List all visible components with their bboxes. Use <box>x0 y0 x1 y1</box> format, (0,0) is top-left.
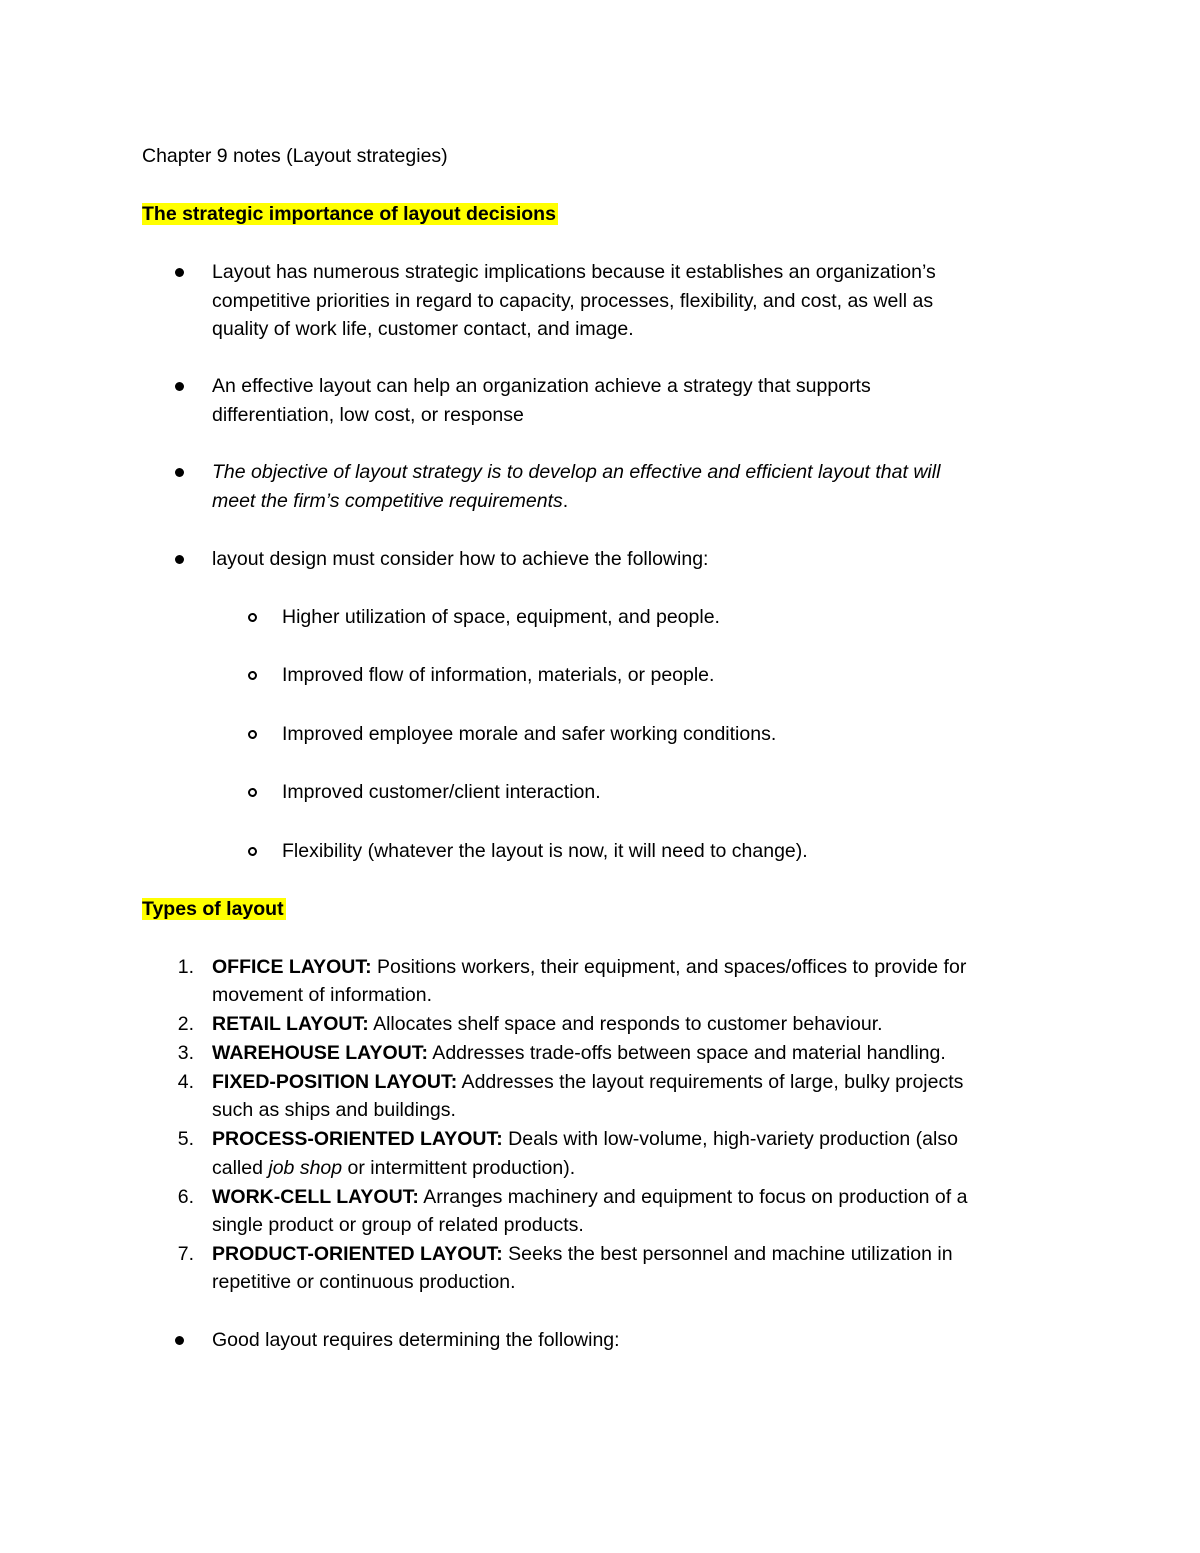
bullet-icon <box>175 468 184 477</box>
list-item-description: Positions workers, their equipment, and spaces/offices to provide for <box>371 956 967 978</box>
list-number: 4. <box>177 1071 194 1093</box>
list-item-term: PRODUCT-ORIENTED LAYOUT: <box>212 1243 503 1265</box>
list-item-description: Addresses the layout requirements of large, bulky projects <box>457 1071 964 1093</box>
list-item-term: RETAIL LAYOUT: <box>212 1013 369 1035</box>
sub-item-2: Improved flow of information, materials, or people. <box>282 664 715 686</box>
list-item-4-line-2: such as ships and buildings. <box>212 1099 456 1121</box>
list-item-description: Deals with low-volume, high-variety production (also <box>502 1128 958 1150</box>
bullet-3-line-1: The objective of layout strategy is to develop an effective and efficient layout that will <box>212 461 941 483</box>
highlighted-heading-text: Types of layout <box>142 898 284 920</box>
list-item-7-line-1 <box>212 1240 953 1268</box>
bullet-icon <box>175 268 184 277</box>
bullet-3-trailing-period: . <box>562 490 569 512</box>
list-number: 2. <box>177 1013 194 1035</box>
list-item-7-line-2: repetitive or continuous production. <box>212 1271 516 1293</box>
closing-bullet-text: Good layout requires determining the following: <box>212 1329 620 1351</box>
list-item-term: OFFICE LAYOUT: <box>212 956 372 978</box>
list-item-text: called <box>212 1157 269 1179</box>
list-item-term: PROCESS-ORIENTED LAYOUT: <box>212 1128 503 1150</box>
sub-bullet-icon <box>248 788 257 797</box>
list-item-term: FIXED-POSITION LAYOUT: <box>212 1071 458 1093</box>
list-number: 1. <box>177 956 194 978</box>
list-item-2-line-1 <box>212 1010 883 1038</box>
sub-bullet-icon <box>248 847 257 856</box>
bullet-2-line-2: differentiation, low cost, or response <box>212 404 524 426</box>
bullet-icon <box>175 555 184 564</box>
bullet-1-line-1: Layout has numerous strategic implications because it establishes an organization’s <box>212 261 936 283</box>
sub-item-3: Improved employee morale and safer working conditions. <box>282 723 777 745</box>
sub-bullet-icon <box>248 613 257 622</box>
bullet-3-line-2-italic: meet the firm’s competitive requirements <box>212 490 563 512</box>
list-item-term: WAREHOUSE LAYOUT: <box>212 1042 428 1064</box>
highlighted-heading-text: The strategic importance of layout decisions <box>142 203 556 225</box>
bullet-icon <box>175 382 184 391</box>
list-item-term: WORK-CELL LAYOUT: <box>212 1186 419 1208</box>
sub-item-4: Improved customer/client interaction. <box>282 781 601 803</box>
list-item-italic-term: job shop <box>268 1157 343 1179</box>
bullet-icon <box>175 1336 184 1345</box>
list-number: 3. <box>177 1042 194 1064</box>
list-item-4-line-1 <box>212 1068 963 1096</box>
bullet-1-line-2: competitive priorities in regard to capacity, processes, flexibility, and cost, as well as <box>212 290 934 312</box>
bullet-3-line-2 <box>212 487 568 515</box>
section-heading-strategic-importance <box>142 200 558 228</box>
list-item-6-line-1 <box>212 1183 967 1211</box>
sub-bullet-icon <box>248 730 257 739</box>
list-item-5-line-2 <box>212 1154 575 1182</box>
list-number: 5. <box>177 1128 194 1150</box>
list-item-1-line-1 <box>212 953 966 981</box>
document-title: Chapter 9 notes (Layout strategies) <box>142 145 448 167</box>
sub-item-1: Higher utilization of space, equipment, and people. <box>282 606 720 628</box>
list-item-text: or intermittent production). <box>342 1157 576 1179</box>
list-number: 6. <box>177 1186 194 1208</box>
list-number: 7. <box>177 1243 194 1265</box>
sub-bullet-icon <box>248 671 257 680</box>
sub-item-5: Flexibility (whatever the layout is now, it will need to change). <box>282 840 808 862</box>
list-item-5-line-1 <box>212 1125 958 1153</box>
bullet-2-line-1: An effective layout can help an organization achieve a strategy that supports <box>212 375 871 397</box>
list-item-description: Allocates shelf space and responds to customer behaviour. <box>368 1013 883 1035</box>
bullet-4-line-1: layout design must consider how to achieve the following: <box>212 548 709 570</box>
list-item-6-line-2: single product or group of related products. <box>212 1214 584 1236</box>
list-item-description: Arranges machinery and equipment to focus on production of a <box>418 1186 968 1208</box>
bullet-1-line-3: quality of work life, customer contact, and image. <box>212 318 634 340</box>
list-item-3-line-1 <box>212 1039 946 1067</box>
section-heading-types-of-layout <box>142 895 286 923</box>
list-item-description: Seeks the best personnel and machine utilization in <box>502 1243 953 1265</box>
list-item-description: Addresses trade-offs between space and material handling. <box>427 1042 946 1064</box>
list-item-1-line-2: movement of information. <box>212 984 433 1006</box>
